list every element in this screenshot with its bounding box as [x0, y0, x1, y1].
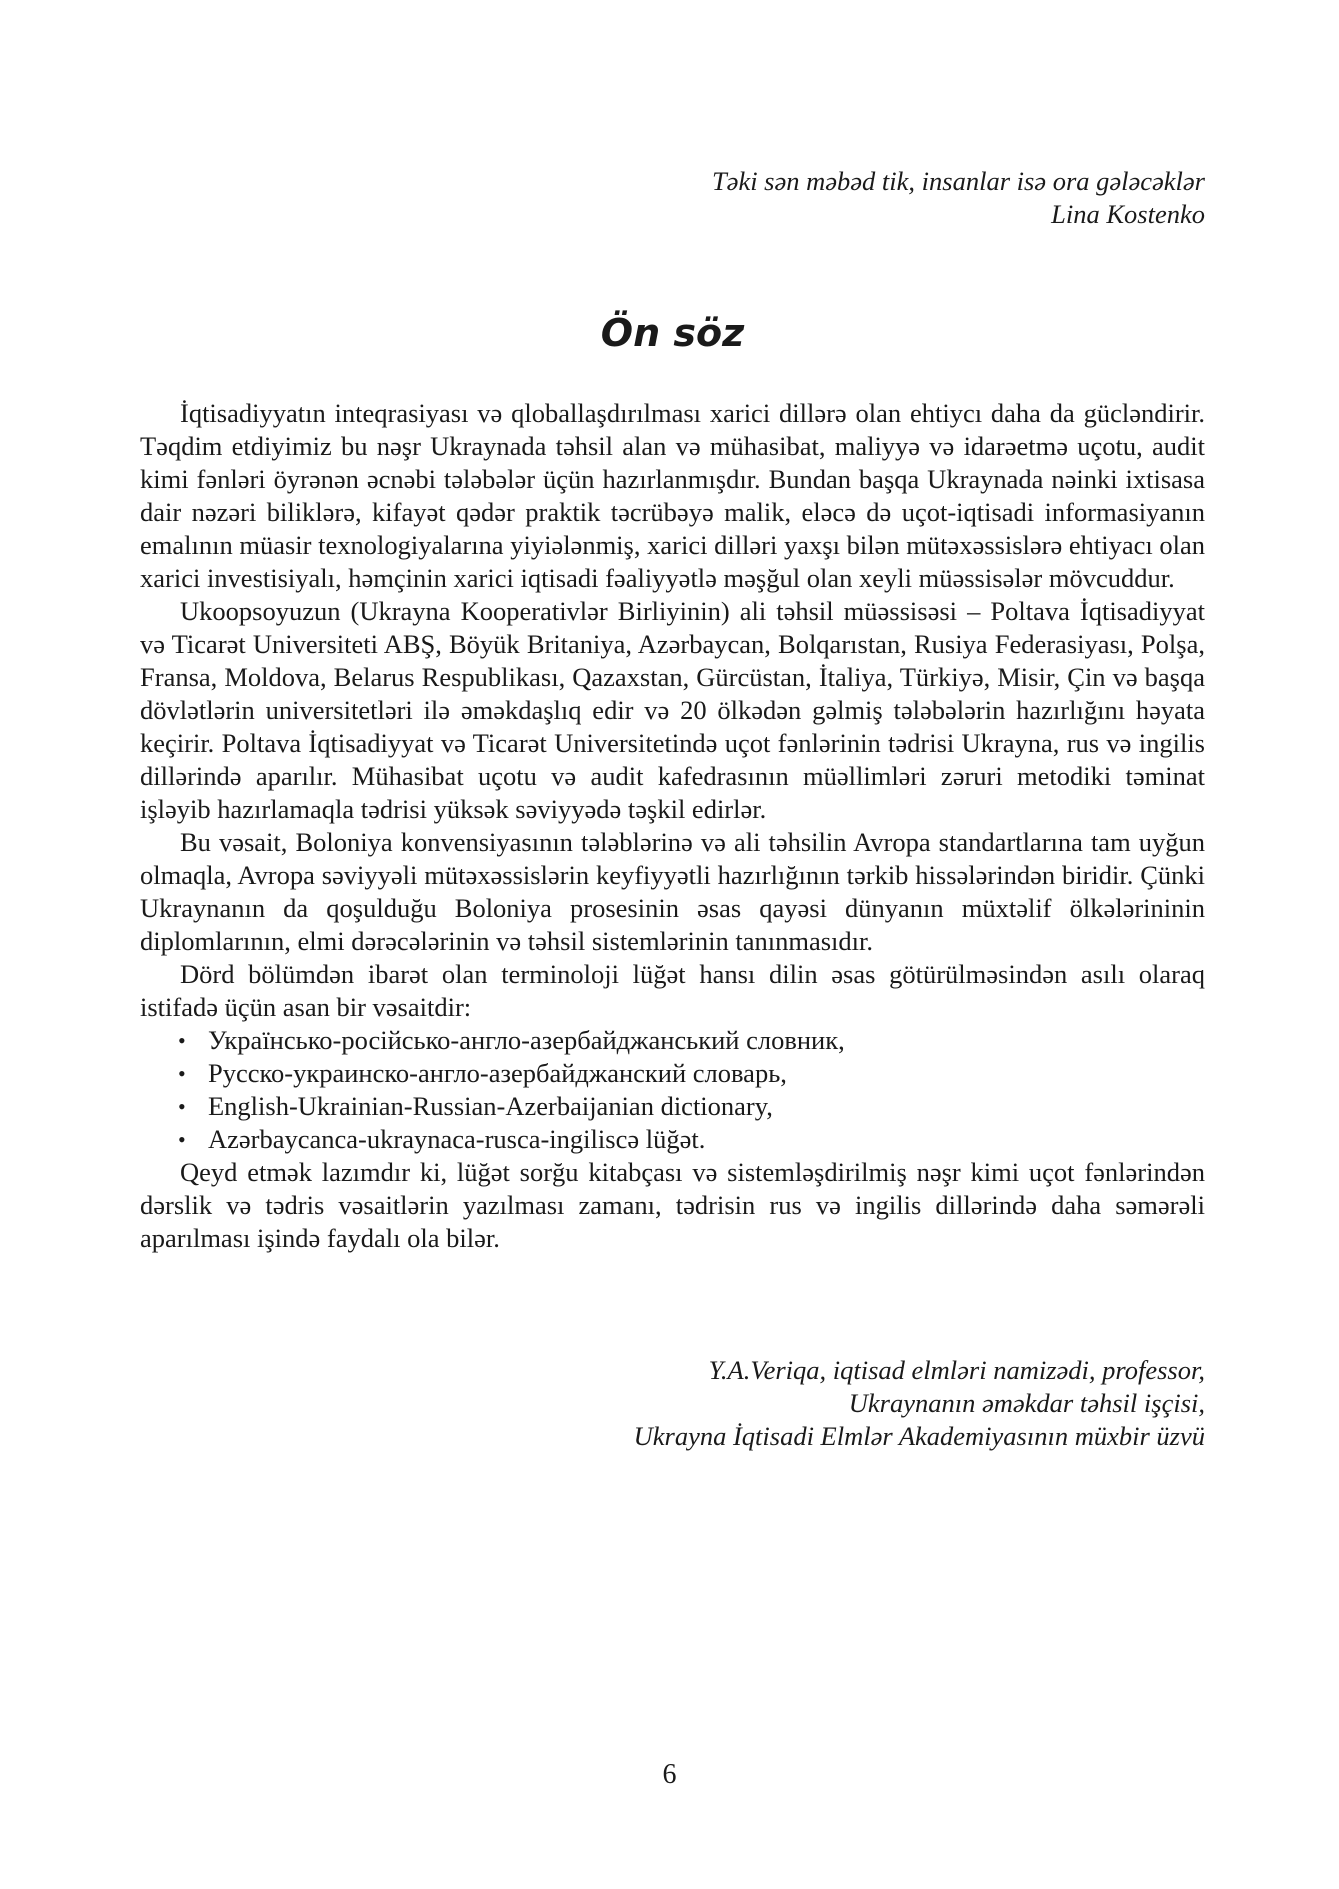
list-item [178, 1057, 1205, 1090]
paragraph-4: Dörd bölümdən ibarət olan terminoloji lüğət hansı dilin əsas götürülməsindən asılı olaraq istifadə üçün asan bir vəsaitdir: [140, 959, 1205, 1022]
list-item-text: Русско-украинско-англо-азербайджанский словарь, [208, 1058, 787, 1088]
preface-body [140, 397, 1205, 1255]
page-title: Ön söz [600, 311, 745, 355]
bullet-icon: • [178, 1028, 186, 1053]
epigraph-quote: Təki sən məbəd tik, insanlar isə ora gələcəklər [711, 166, 1205, 196]
signature-affiliation: Ukrayna İqtisadi Elmlər Akademiyasının müxbir üzvü [633, 1421, 1205, 1451]
list-item-text: Azərbaycanca-ukraynaca-rusca-ingiliscə lüğət. [208, 1124, 706, 1154]
paragraph-1: İqtisadiyyatın inteqrasiyası və qloballaşdırılması xarici dillərə olan ehtiycı daha da gücləndirir. Təqdim etdiyimiz bu nəşr Ukraynada təhsil alan və mühasibat, maliyyə və idarəetmə uçotu, audit kimi fənləri öyrənən əcnəbi tələbələr üçün hazırlanmışdır. Bundan başqa Ukraynada nəinki ixtisasa dair nəzəri biliklərə, kifayət qədər praktik təcrübəyə malik, eləcə də uçot-iqtisadi informasiyanın emalının müasir texnologiyalarına yiyiələnmiş, xarici dilləri yaxşı bilən mütəxəssislərə ehtiyacı olan xarici investisiyalı, həmçinin xarici iqtisadi fəaliyyətlə məşğul olan xeyli müəssisələr mövcuddur. [140, 398, 1205, 593]
page-number: 6 [662, 1759, 677, 1790]
signature-name: Y.A.Veriqa, iqtisad elmləri namizədi, professor, [708, 1355, 1205, 1385]
list-item [178, 1123, 1205, 1156]
epigraph [140, 165, 1205, 231]
paragraph-2: Ukoopsoyuzun (Ukrayna Kooperativlər Birliyinin) ali təhsil müəssisəsi – Poltava İqtisadiyyat və Ticarət Universiteti ABŞ, Böyük Britaniya, Azərbaycan, Bolqarıstan, Rusiya Federasiyası, Polşa, Fransa, Moldova, Belarus Respublikası, Qazaxstan, Gürcüstan, İtaliya, Türkiyə, Misir, Çin və başqa dövlətlərin universitetləri ilə əməkdaşlıq edir və 20 ölkədən gəlmiş tələbələrin hazırlığını həyata keçirir. Poltava İqtisadiyyat və Ticarət Universitetində uçot fənlərinin tədrisi Ukrayna, rus və ingilis dillərində aparılır. Mühasibat uçotu və audit kafedrasının müəllimləri zəruri metodiki təminat işləyib hazırlamaqla tədrisi yüksək səviyyədə təşkil edirlər. [140, 596, 1205, 824]
list-item [178, 1090, 1205, 1123]
list-item-text: Українсько-російсько-англо-азербайджанський словник, [208, 1025, 845, 1055]
paragraph-3: Bu vəsait, Boloniya konvensiyasının tələblərinə və ali təhsilin Avropa standartlarına tam uyğun olmaqla, Avropa səviyyəli mütəxəssislərin keyfiyyətli hazırlığının tərkib hissələrindən biridir. Çünki Ukraynanın da qoşulduğu Boloniya prosesinin əsas qayəsi dünyanın müxtəlif ölkələrininin diplomlarının, elmi dərəcələrinin və təhsil sistemlərinin tanınmasıdır. [140, 827, 1205, 956]
epigraph-author: Lina Kostenko [1051, 199, 1205, 229]
closing-paragraph: Qeyd etmək lazımdır ki, lüğət sorğu kitabçası və sistemləşdirilmiş nəşr kimi uçot fənlərindən dərslik və tədris vəsaitlərin yazılması zamanı, tədrisin rus və ingilis dillərində daha səmərəli aparılması işində faydalı ola bilər. [140, 1157, 1205, 1253]
list-item [178, 1024, 1205, 1057]
bullet-icon: • [178, 1127, 186, 1152]
bullet-icon: • [178, 1094, 186, 1119]
signature-title: Ukraynanın əməkdar təhsil işçisi, [848, 1388, 1205, 1418]
dictionary-list [140, 1024, 1205, 1156]
list-item-text: English-Ukrainian-Russian-Azerbaijanian dictionary, [208, 1091, 773, 1121]
signature-block [140, 1354, 1205, 1453]
bullet-icon: • [178, 1061, 186, 1086]
